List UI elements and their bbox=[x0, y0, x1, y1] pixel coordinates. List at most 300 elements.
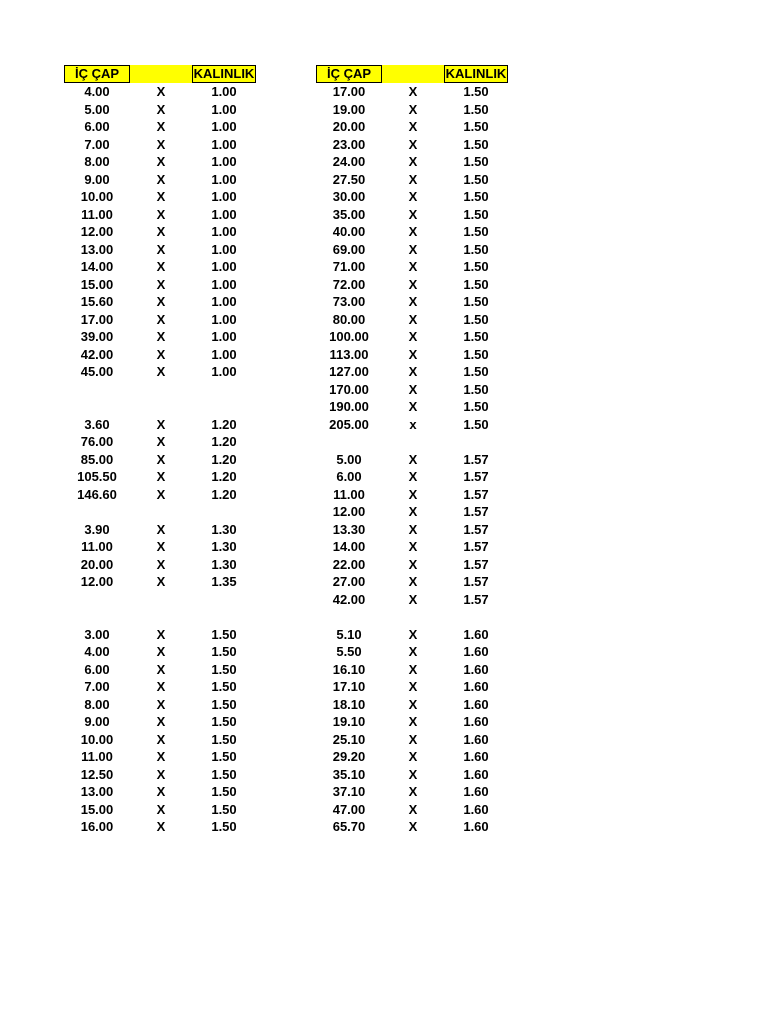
diameter-cell bbox=[64, 398, 130, 416]
thickness-cell: 1.00 bbox=[211, 346, 237, 362]
table-row bbox=[64, 188, 256, 206]
table-row bbox=[64, 346, 256, 364]
diameter-cell: 10.00 bbox=[80, 731, 114, 747]
table-row bbox=[64, 783, 256, 801]
diameter-cell: 190.00 bbox=[329, 399, 369, 414]
times-cell: X bbox=[408, 171, 418, 187]
table-row bbox=[316, 293, 508, 311]
diameter-cell: 3.00 bbox=[84, 626, 110, 642]
diameter-cell: 12.00 bbox=[80, 574, 114, 589]
table-row bbox=[64, 573, 256, 591]
diameter-cell: 5.10 bbox=[336, 626, 362, 642]
thickness-cell: 1.00 bbox=[211, 294, 237, 309]
times-cell: X bbox=[408, 521, 418, 537]
table-row bbox=[64, 591, 256, 609]
thickness-cell: 1.57 bbox=[463, 504, 489, 519]
times-cell: X bbox=[408, 154, 418, 169]
times-cell: X bbox=[156, 626, 166, 642]
thickness-header: KALINLIK bbox=[193, 66, 255, 81]
table-row bbox=[64, 486, 256, 504]
thickness-cell: 1.50 bbox=[463, 84, 489, 99]
header-spacer bbox=[130, 65, 192, 83]
table-row bbox=[316, 486, 508, 504]
thickness-cell: 1.00 bbox=[211, 119, 237, 134]
thickness-cell: 1.50 bbox=[211, 731, 237, 747]
diameter-cell: 127.00 bbox=[329, 364, 369, 379]
diameter-cell: 80.00 bbox=[332, 311, 366, 327]
diameter-cell: 5.50 bbox=[336, 644, 362, 659]
diameter-cell: 8.00 bbox=[84, 154, 110, 169]
times-cell: X bbox=[408, 276, 418, 292]
table-row bbox=[316, 136, 508, 154]
times-cell: X bbox=[156, 136, 166, 152]
diameter-cell: 113.00 bbox=[329, 346, 369, 362]
diameter-cell: 15.00 bbox=[80, 276, 114, 292]
thickness-cell: 1.30 bbox=[211, 521, 237, 537]
diameter-cell: 170.00 bbox=[329, 381, 369, 397]
diameter-cell: 3.90 bbox=[84, 521, 110, 537]
table-row bbox=[316, 713, 508, 731]
times-cell: X bbox=[156, 364, 166, 379]
table-row bbox=[64, 608, 256, 626]
times-cell: X bbox=[156, 749, 166, 764]
times-cell: X bbox=[156, 731, 166, 747]
times-cell: X bbox=[408, 696, 418, 712]
diameter-cell: 45.00 bbox=[80, 364, 114, 379]
thickness-cell: 1.50 bbox=[463, 171, 489, 187]
times-cell: X bbox=[408, 119, 418, 134]
diameter-header: İÇ ÇAP bbox=[64, 65, 130, 83]
diameter-cell: 14.00 bbox=[80, 259, 114, 274]
thickness-cell: 1.50 bbox=[211, 679, 237, 694]
thickness-cell: 1.57 bbox=[463, 591, 489, 607]
table-row bbox=[64, 678, 256, 696]
times-cell bbox=[382, 608, 444, 626]
times-cell: X bbox=[408, 451, 418, 467]
thickness-cell: 1.50 bbox=[463, 364, 489, 379]
thickness-cell: 1.50 bbox=[463, 381, 489, 397]
thickness-cell: 1.50 bbox=[463, 346, 489, 362]
times-cell: X bbox=[156, 521, 166, 537]
times-cell: X bbox=[156, 801, 166, 817]
table-row bbox=[64, 696, 256, 714]
thickness-cell: 1.20 bbox=[211, 469, 237, 484]
diameter-cell: 37.10 bbox=[332, 784, 366, 799]
times-cell: X bbox=[408, 749, 418, 764]
diameter-cell: 13.30 bbox=[332, 521, 366, 537]
thickness-cell: 1.50 bbox=[211, 626, 237, 642]
thickness-cell: 1.00 bbox=[211, 364, 237, 379]
diameter-cell: 12.00 bbox=[332, 504, 366, 519]
diameter-cell: 17.00 bbox=[332, 84, 366, 99]
times-cell bbox=[130, 503, 192, 521]
thickness-cell: 1.00 bbox=[211, 311, 237, 327]
table-row bbox=[316, 188, 508, 206]
times-cell: X bbox=[156, 434, 166, 449]
times-cell bbox=[382, 433, 444, 451]
diameter-cell: 69.00 bbox=[332, 241, 366, 257]
thickness-cell: 1.50 bbox=[463, 399, 489, 414]
diameter-cell: 5.00 bbox=[84, 101, 110, 117]
diameter-cell: 17.00 bbox=[80, 311, 114, 327]
diameter-cell: 39.00 bbox=[80, 329, 114, 344]
thickness-cell: 1.60 bbox=[463, 626, 489, 642]
diameter-cell: 19.00 bbox=[332, 101, 366, 117]
thickness-cell: 1.00 bbox=[211, 259, 237, 274]
times-cell: X bbox=[408, 241, 418, 257]
table-row bbox=[316, 276, 508, 294]
diameter-cell: 17.10 bbox=[332, 679, 366, 694]
thickness-cell: 1.00 bbox=[211, 276, 237, 292]
times-cell: X bbox=[156, 294, 166, 309]
left-header-row bbox=[64, 65, 256, 83]
diameter-cell: 24.00 bbox=[332, 154, 366, 169]
table-row bbox=[64, 766, 256, 784]
diameter-cell: 29.20 bbox=[332, 749, 366, 764]
diameter-cell: 19.10 bbox=[332, 714, 366, 729]
table-row bbox=[64, 206, 256, 224]
table-row bbox=[316, 398, 508, 416]
diameter-cell: 11.00 bbox=[81, 749, 113, 764]
diameter-cell: 25.10 bbox=[332, 731, 366, 747]
diameter-cell: 11.00 bbox=[333, 486, 365, 502]
times-cell: X bbox=[408, 224, 418, 239]
table-row bbox=[316, 503, 508, 521]
times-cell: X bbox=[156, 574, 166, 589]
diameter-cell: 12.50 bbox=[80, 766, 114, 782]
times-cell: X bbox=[408, 381, 418, 397]
thickness-cell: 1.60 bbox=[463, 644, 489, 659]
diameter-cell: 27.50 bbox=[332, 171, 366, 187]
times-cell: X bbox=[408, 84, 418, 99]
table-row bbox=[316, 328, 508, 346]
thickness-cell: 1.30 bbox=[211, 556, 237, 572]
right-header-row bbox=[316, 65, 508, 83]
diameter-cell: 15.60 bbox=[80, 294, 114, 309]
times-cell: X bbox=[156, 661, 166, 677]
times-cell: X bbox=[408, 784, 418, 799]
table-row bbox=[316, 591, 508, 609]
thickness-cell: 1.50 bbox=[463, 276, 489, 292]
thickness-cell: 1.60 bbox=[463, 819, 489, 834]
times-cell: X bbox=[408, 819, 418, 834]
times-cell: X bbox=[156, 714, 166, 729]
diameter-cell: 5.00 bbox=[336, 451, 362, 467]
times-cell: X bbox=[156, 329, 166, 344]
times-cell: X bbox=[408, 399, 418, 414]
table-row bbox=[64, 818, 256, 836]
thickness-cell bbox=[192, 381, 256, 399]
diameter-cell: 76.00 bbox=[80, 434, 114, 449]
table-row bbox=[64, 643, 256, 661]
thickness-cell: 1.50 bbox=[463, 206, 489, 222]
diameter-cell: 22.00 bbox=[332, 556, 366, 572]
diameter-cell: 7.00 bbox=[84, 679, 110, 694]
times-cell: X bbox=[408, 766, 418, 782]
thickness-cell: 1.50 bbox=[211, 696, 237, 712]
table-row bbox=[316, 766, 508, 784]
thickness-cell: 1.50 bbox=[463, 241, 489, 257]
table-row bbox=[64, 311, 256, 329]
times-cell: X bbox=[408, 504, 418, 519]
thickness-cell: 1.57 bbox=[463, 521, 489, 537]
table-row bbox=[316, 696, 508, 714]
table-row bbox=[64, 416, 256, 434]
table-row bbox=[316, 363, 508, 381]
diameter-cell bbox=[64, 591, 130, 609]
table-row bbox=[316, 538, 508, 556]
times-cell: X bbox=[156, 766, 166, 782]
thickness-cell bbox=[192, 503, 256, 521]
table-row bbox=[64, 748, 256, 766]
thickness-cell: 1.60 bbox=[463, 749, 489, 764]
table-row bbox=[64, 626, 256, 644]
left-table bbox=[64, 65, 256, 836]
diameter-cell: 6.00 bbox=[84, 119, 110, 134]
thickness-cell bbox=[444, 433, 508, 451]
diameter-cell: 6.00 bbox=[84, 661, 110, 677]
thickness-cell: 1.50 bbox=[463, 311, 489, 327]
diameter-cell: 27.00 bbox=[332, 574, 366, 589]
thickness-cell: 1.57 bbox=[463, 451, 489, 467]
table-row bbox=[316, 521, 508, 539]
thickness-cell: 1.57 bbox=[463, 556, 489, 572]
diameter-cell: 205.00 bbox=[329, 416, 369, 432]
table-row bbox=[316, 416, 508, 434]
times-cell: X bbox=[408, 259, 418, 274]
times-cell: X bbox=[156, 644, 166, 659]
table-row bbox=[316, 748, 508, 766]
thickness-cell: 1.60 bbox=[463, 784, 489, 799]
diameter-cell: 14.00 bbox=[332, 539, 366, 554]
diameter-cell: 47.00 bbox=[332, 801, 366, 817]
diameter-cell: 20.00 bbox=[80, 556, 114, 572]
diameter-cell: 6.00 bbox=[336, 469, 362, 484]
times-cell: X bbox=[408, 556, 418, 572]
table-row bbox=[64, 241, 256, 259]
thickness-cell: 1.60 bbox=[463, 679, 489, 694]
diameter-cell: 11.00 bbox=[81, 539, 113, 554]
thickness-cell: 1.50 bbox=[463, 416, 489, 432]
diameter-cell bbox=[316, 608, 382, 626]
table-row bbox=[64, 101, 256, 119]
diameter-cell: 146.60 bbox=[77, 486, 117, 502]
table-row bbox=[64, 83, 256, 101]
table-row bbox=[64, 171, 256, 189]
times-cell bbox=[130, 381, 192, 399]
diameter-cell: 10.00 bbox=[80, 189, 114, 204]
thickness-cell: 1.00 bbox=[211, 206, 237, 222]
diameter-cell: 42.00 bbox=[80, 346, 114, 362]
thickness-cell: 1.00 bbox=[211, 241, 237, 257]
thickness-header: KALINLIK bbox=[445, 66, 507, 81]
thickness-cell: 1.50 bbox=[463, 136, 489, 152]
thickness-cell: 1.50 bbox=[211, 749, 237, 764]
diameter-cell: 20.00 bbox=[332, 119, 366, 134]
thickness-cell: 1.35 bbox=[211, 574, 237, 589]
diameter-cell bbox=[64, 503, 130, 521]
diameter-cell: 23.00 bbox=[332, 136, 366, 152]
left-rows bbox=[64, 83, 256, 836]
diameter-cell: 11.00 bbox=[81, 206, 113, 222]
times-cell: X bbox=[408, 206, 418, 222]
thickness-cell: 1.00 bbox=[211, 136, 237, 152]
table-row bbox=[316, 818, 508, 836]
times-cell: X bbox=[156, 416, 166, 432]
times-cell: X bbox=[156, 224, 166, 239]
diameter-cell: 4.00 bbox=[84, 84, 110, 99]
diameter-cell: 100.00 bbox=[329, 329, 369, 344]
table-row bbox=[64, 713, 256, 731]
table-row bbox=[64, 153, 256, 171]
thickness-cell: 1.60 bbox=[463, 801, 489, 817]
right-table bbox=[316, 65, 508, 836]
times-cell: X bbox=[408, 644, 418, 659]
diameter-cell: 18.10 bbox=[332, 696, 366, 712]
table-row bbox=[64, 538, 256, 556]
diameter-cell: 85.00 bbox=[80, 451, 114, 467]
diameter-cell: 65.70 bbox=[332, 819, 366, 834]
diameter-cell: 13.00 bbox=[80, 241, 114, 257]
times-cell: X bbox=[408, 101, 418, 117]
table-row bbox=[64, 451, 256, 469]
table-row bbox=[316, 118, 508, 136]
diameter-header: İÇ ÇAP bbox=[316, 65, 382, 83]
thickness-cell: 1.50 bbox=[463, 154, 489, 169]
thickness-cell: 1.57 bbox=[463, 574, 489, 589]
times-cell: X bbox=[156, 556, 166, 572]
diameter-cell: 35.10 bbox=[332, 766, 366, 782]
table-row bbox=[64, 801, 256, 819]
thickness-cell: 1.20 bbox=[211, 451, 237, 467]
diameter-cell: 40.00 bbox=[332, 224, 366, 239]
diameter-cell: 35.00 bbox=[332, 206, 366, 222]
thickness-cell: 1.50 bbox=[211, 644, 237, 659]
thickness-cell: 1.57 bbox=[463, 486, 489, 502]
times-cell: X bbox=[156, 189, 166, 204]
diameter-cell: 42.00 bbox=[332, 591, 366, 607]
diameter-cell: 73.00 bbox=[332, 294, 366, 309]
thickness-cell: 1.20 bbox=[211, 434, 237, 449]
table-row bbox=[316, 258, 508, 276]
table-row bbox=[64, 136, 256, 154]
times-cell: X bbox=[156, 276, 166, 292]
table-row bbox=[316, 153, 508, 171]
diameter-cell: 9.00 bbox=[84, 714, 110, 729]
thickness-cell: 1.50 bbox=[463, 189, 489, 204]
diameter-cell: 13.00 bbox=[80, 784, 114, 799]
diameter-cell: 72.00 bbox=[332, 276, 366, 292]
thickness-cell: 1.00 bbox=[211, 224, 237, 239]
header-spacer bbox=[382, 65, 444, 83]
thickness-cell: 1.50 bbox=[463, 329, 489, 344]
table-row bbox=[64, 276, 256, 294]
thickness-cell bbox=[444, 608, 508, 626]
thickness-cell: 1.00 bbox=[211, 329, 237, 344]
times-cell: X bbox=[408, 714, 418, 729]
thickness-cell: 1.50 bbox=[211, 714, 237, 729]
times-cell: X bbox=[156, 259, 166, 274]
table-row bbox=[316, 101, 508, 119]
diameter-cell: 12.00 bbox=[80, 224, 114, 239]
thickness-cell: 1.50 bbox=[211, 661, 237, 677]
table-row bbox=[64, 398, 256, 416]
times-cell: X bbox=[408, 346, 418, 362]
right-rows bbox=[316, 83, 508, 836]
table-row bbox=[64, 521, 256, 539]
diameter-cell: 4.00 bbox=[84, 644, 110, 659]
times-cell: X bbox=[408, 801, 418, 817]
table-row bbox=[64, 661, 256, 679]
times-cell: X bbox=[408, 626, 418, 642]
table-row bbox=[316, 556, 508, 574]
thickness-cell: 1.60 bbox=[463, 766, 489, 782]
thickness-cell: 1.00 bbox=[211, 171, 237, 187]
times-cell: X bbox=[408, 311, 418, 327]
times-cell: X bbox=[156, 469, 166, 484]
times-cell: X bbox=[408, 294, 418, 309]
thickness-cell: 1.30 bbox=[211, 539, 237, 554]
thickness-cell: 1.00 bbox=[211, 189, 237, 204]
table-row bbox=[64, 731, 256, 749]
times-cell: X bbox=[156, 206, 166, 222]
times-cell: X bbox=[408, 189, 418, 204]
thickness-cell: 1.50 bbox=[463, 224, 489, 239]
thickness-cell: 1.50 bbox=[463, 101, 489, 117]
table-row bbox=[316, 451, 508, 469]
table-row bbox=[316, 678, 508, 696]
thickness-cell bbox=[192, 398, 256, 416]
times-cell: X bbox=[156, 696, 166, 712]
diameter-cell: 30.00 bbox=[332, 189, 366, 204]
table-row bbox=[316, 801, 508, 819]
times-cell bbox=[130, 591, 192, 609]
table-row bbox=[316, 626, 508, 644]
diameter-cell bbox=[316, 433, 382, 451]
thickness-cell: 1.20 bbox=[211, 416, 237, 432]
times-cell: X bbox=[408, 469, 418, 484]
diameter-cell: 15.00 bbox=[80, 801, 114, 817]
times-cell bbox=[130, 608, 192, 626]
table-row bbox=[316, 206, 508, 224]
diameter-cell bbox=[64, 381, 130, 399]
table-row bbox=[316, 731, 508, 749]
table-row bbox=[64, 118, 256, 136]
diameter-cell: 8.00 bbox=[84, 696, 110, 712]
times-cell: X bbox=[408, 329, 418, 344]
table-row bbox=[316, 223, 508, 241]
times-cell: X bbox=[408, 136, 418, 152]
times-cell: X bbox=[156, 784, 166, 799]
times-cell: X bbox=[156, 101, 166, 117]
diameter-cell: 7.00 bbox=[84, 136, 110, 152]
table-row bbox=[64, 363, 256, 381]
thickness-cell: 1.00 bbox=[211, 84, 237, 99]
times-cell: X bbox=[156, 84, 166, 99]
table-row bbox=[316, 311, 508, 329]
table-row bbox=[64, 381, 256, 399]
table-row bbox=[64, 328, 256, 346]
diameter-cell bbox=[64, 608, 130, 626]
diameter-cell: 105.50 bbox=[77, 469, 117, 484]
thickness-cell: 1.50 bbox=[463, 119, 489, 134]
times-cell: X bbox=[408, 679, 418, 694]
times-cell: X bbox=[408, 364, 418, 379]
thickness-cell: 1.50 bbox=[463, 259, 489, 274]
diameter-cell: 16.00 bbox=[80, 819, 114, 834]
table-row bbox=[316, 608, 508, 626]
table-row bbox=[64, 503, 256, 521]
